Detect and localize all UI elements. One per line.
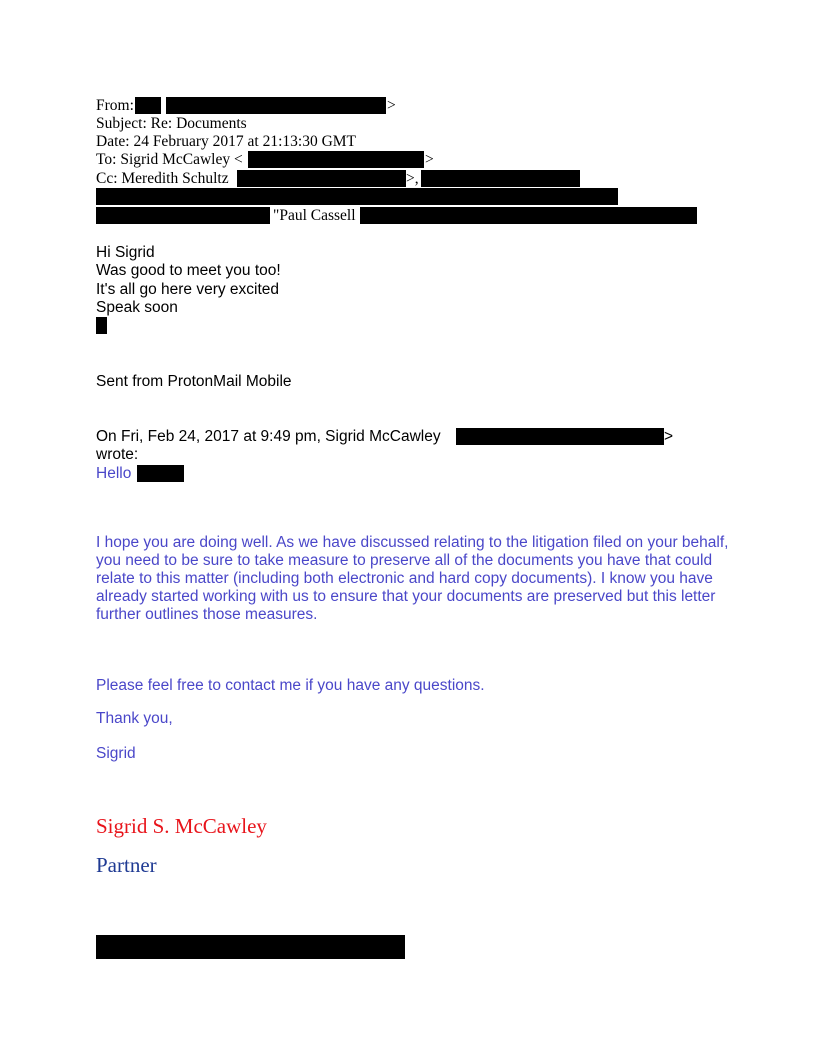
quote-attribution-close: > [664,428,674,445]
quote-attribution: On Fri, Feb 24, 2017 at 9:49 pm, Sigrid McCawley [96,428,441,445]
redaction-box [237,170,406,187]
redaction-box [456,428,664,445]
quote-body-paragraph: I hope you are doing well. As we have discussed relating to the litigation filed on your behalf, you need to be sure to take measure to preserve all of the documents you have that could relate to this matter (including both electronic and hard copy documents). I know you have already started working with us to ensure that your documents are preserved but this letter further outlines those measures. [96,534,729,623]
quote-wrote: wrote: [96,446,139,463]
quote-contact: Please feel free to contact me if you have any questions. [96,677,485,694]
quote-signoff: Sigrid [96,745,136,762]
from-label: From: [96,97,134,114]
redaction-box [360,207,697,224]
redaction-box [137,465,184,482]
cc-separator: >, [406,170,419,187]
cc-label: Cc: Meredith Schultz [96,170,229,187]
redaction-box [248,151,424,168]
redaction-box [166,97,386,114]
to-close: > [425,151,434,168]
quote-thanks: Thank you, [96,710,173,727]
subject-line: Subject: Re: Documents [96,115,247,132]
redaction-box [135,97,161,114]
to-label: To: Sigrid McCawley < [96,151,243,168]
redaction-box [96,207,270,224]
from-close: > [387,97,396,114]
quote-greeting: Hello [96,465,132,482]
sent-from: Sent from ProtonMail Mobile [96,373,292,390]
redaction-box [421,170,580,187]
redaction-box [96,188,618,205]
reply-line: Hi Sigrid [96,244,155,261]
signature-name: Sigrid S. McCawley [96,814,267,838]
reply-line: Was good to meet you too! [96,262,281,279]
date-line: Date: 24 February 2017 at 21:13:30 GMT [96,133,357,150]
reply-line: Speak soon [96,299,178,316]
cc-name: "Paul Cassell [273,207,356,224]
reply-line: It's all go here very excited [96,281,280,298]
redaction-box [96,935,405,959]
signature-title: Partner [96,853,157,877]
redaction-box [96,317,107,334]
